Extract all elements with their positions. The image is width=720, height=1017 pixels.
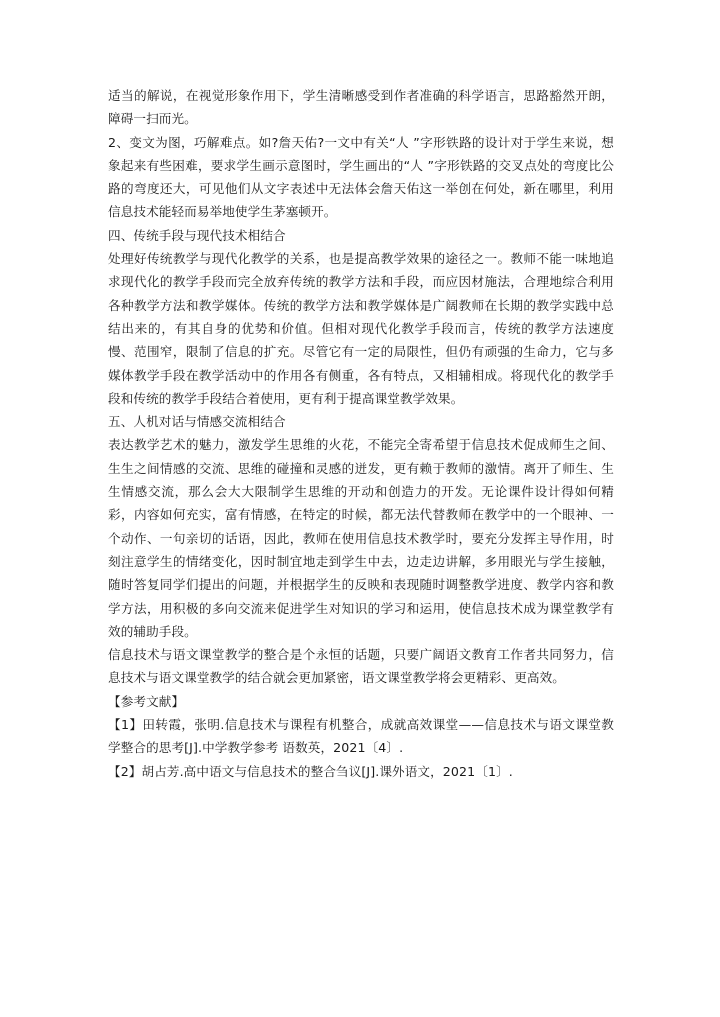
- paragraph-continuation: 适当的解说，在视觉形象作用下，学生清晰感受到作者准确的科学语言，思路豁然开朗，障碍一扫而光。: [108, 88, 614, 127]
- paragraph-traditional-modern: 处理好传统教学与现代化教学的关系，也是提高教学效果的途径之一。教师不能一味地追求现代化的教学手段而完全放弃传统的教学方法和手段，而应因材施法，合理地综合利用各种教学方法和教学媒体。传统的教学方法和教学媒体是广阔教师在长期的教学实践中总结出来的，有其自身的优势和价值。但相对现代化教学手段而言，传统的教学方法速度慢、范围窄，限制了信息的扩充。尽管它有一定的局限性，但仍有顽强的生命力，它与多媒体教学手段在教学活动中的作用各有侧重，各有特点，又相辅相成。将现代化的教学手段和传统的教学手段结合着使用，更有利于提高课堂教学效果。: [108, 251, 614, 406]
- reference-item-1: 【1】田转霞，张明.信息技术与课程有机整合，成就高效课堂——信息技术与语文课堂教学整合的思考[J].中学教学参考 语数英，2021〔4〕.: [108, 717, 614, 756]
- references-heading: 【参考文献】: [108, 693, 185, 709]
- paragraph-conclusion: 信息技术与语文课堂教学的整合是个永恒的话题，只要广阔语文教育工作者共同努力，信息技术与语文课堂教学的结合就会更加紧密，语文课堂教学将会更精彩、更高效。: [108, 647, 614, 686]
- section-heading-4: 四、传统手段与现代技术相结合: [108, 227, 286, 243]
- reference-item-2: 【2】胡占芳.高中语文与信息技术的整合刍议[J].课外语文，2021〔1〕.: [108, 763, 513, 779]
- paragraph-text-to-image: 2、变文为图，巧解难点。如?詹天佑?一文中有关“人 ”字形铁路的设计对于学生来说，想象起来有些困难，要求学生画示意图时，学生画出的“人 ”字形铁路的交叉点处的弯度比公路的弯度还大，可见他们从文字表述中无法体会詹天佑这一举创在何处，新在哪里，利用信息技术能轻而易举地使学生茅塞顿开。: [108, 134, 614, 220]
- document-body: [108, 84, 614, 783]
- section-heading-5: 五、人机对话与情感交流相结合: [108, 414, 286, 430]
- paragraph-emotional-exchange: 表达教学艺术的魅力，激发学生思维的火花，不能完全寄希望于信息技术促成师生之间、生生之间情感的交流、思维的碰撞和灵感的迸发，更有赖于教师的激情。离开了师生、生生情感交流，那么会大大限制学生思维的开动和创造力的开发。无论课件设计得如何精彩，内容如何充实，富有情感，在特定的时候，都无法代替教师在教学中的一个眼神、一个动作、一句亲切的话语，因此，教师在使用信息技术教学时，要充分发挥主导作用，时刻注意学生的情绪变化，因时制宜地走到学生中去，边走边讲解，多用眼光与学生接触，随时答复同学们提出的问题，并根据学生的反映和表现随时调整教学进度、教学内容和教学方法，用积极的多向交流来促进学生对知识的学习和运用，使信息技术成为课堂教学有效的辅助手段。: [108, 437, 614, 639]
